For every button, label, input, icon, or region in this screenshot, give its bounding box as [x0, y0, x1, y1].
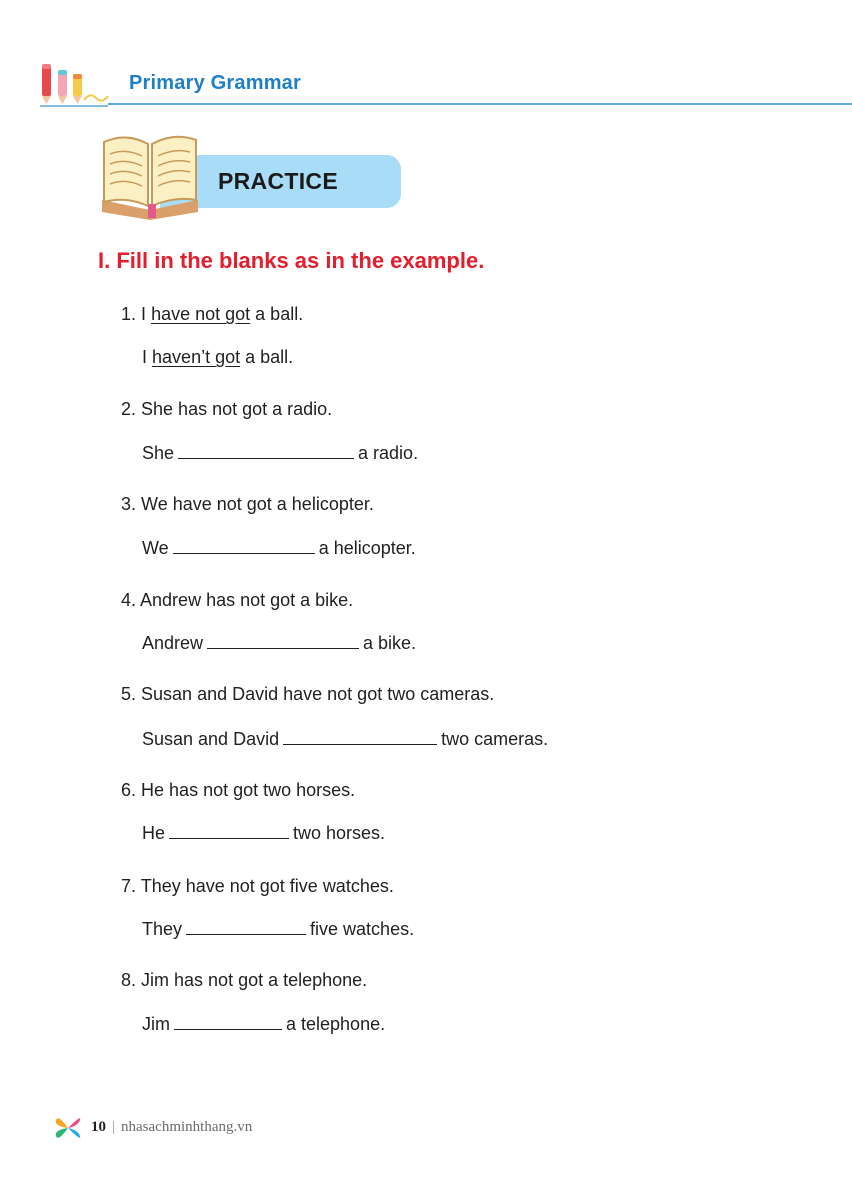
answer-blank[interactable] [174, 1013, 282, 1030]
publisher-logo-icon [54, 1114, 82, 1142]
practice-label: PRACTICE [218, 168, 338, 194]
example-question: 1. I have not got a ball. [121, 304, 304, 324]
answer-blank[interactable] [173, 537, 315, 554]
answer-blank[interactable] [178, 442, 354, 459]
answer-line-2: She a radio. [142, 443, 419, 463]
example-answer-phrase: haven’t got [152, 347, 241, 367]
section-title: I. Fill in the blanks as in the example. [98, 248, 485, 273]
footer-separator: | [112, 1119, 116, 1135]
question-6: 6. He has not got two horses. [121, 780, 356, 800]
footer-website: nhasachminhthang.vn [121, 1119, 253, 1135]
header-title: Primary Grammar [129, 72, 301, 94]
answer-line-5: Susan and David two cameras. [142, 729, 549, 749]
question-8: 8. Jim has not got a telephone. [121, 970, 368, 990]
answer-blank[interactable] [169, 822, 289, 839]
example-answer: I haven’t got a ball. [142, 347, 294, 367]
example-underlined-phrase: have not got [151, 304, 251, 324]
answer-line-7: They five watches. [142, 919, 415, 939]
answer-line-8: Jim a telephone. [142, 1014, 386, 1034]
question-4: 4. Andrew has not got a bike. [121, 590, 354, 610]
answer-blank[interactable] [207, 632, 359, 649]
page-number: 10 [91, 1119, 106, 1135]
question-3: 3. We have not got a helicopter. [121, 494, 374, 514]
footer [91, 1119, 252, 1136]
question-7: 7. They have not got five watches. [121, 876, 394, 896]
answer-line-4: Andrew a bike. [142, 633, 417, 653]
question-5: 5. Susan and David have not got two cameras. [121, 684, 495, 704]
answer-line-6: He two horses. [142, 823, 386, 843]
question-2: 2. She has not got a radio. [121, 399, 333, 419]
answer-blank[interactable] [186, 918, 306, 935]
answer-line-3: We a helicopter. [142, 538, 416, 558]
answer-blank[interactable] [283, 728, 437, 745]
